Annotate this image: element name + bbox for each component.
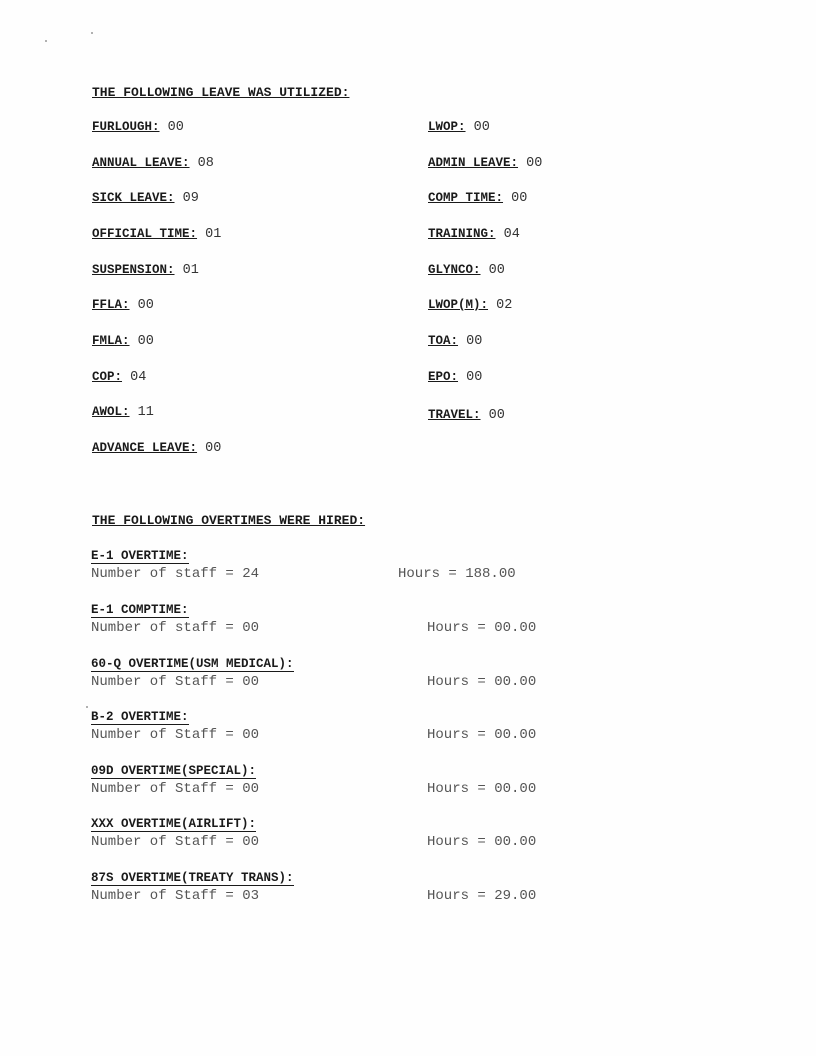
scan-speck <box>86 706 88 708</box>
leave-value: 00 <box>137 334 154 349</box>
leave-label: TRAVEL: <box>428 408 481 422</box>
leave-label: COMP TIME: <box>428 191 504 205</box>
overtime-item-title: E-1 COMPTIME: <box>91 603 189 617</box>
leave-label: FURLOUGH: <box>92 120 160 134</box>
scan-speck <box>91 32 93 34</box>
leave-item-training <box>428 227 520 242</box>
leave-value: 02 <box>496 298 513 313</box>
leave-value: 00 <box>511 191 528 206</box>
leave-item-travel <box>428 408 505 423</box>
overtime-staff-count: Number of staff = 24 <box>91 566 260 582</box>
overtime-hours: Hours = 00.00 <box>427 834 537 850</box>
leave-value: 00 <box>488 263 505 278</box>
overtime-staff-count: Number of Staff = 00 <box>91 674 260 690</box>
overtime-staff-count: Number of Staff = 00 <box>91 727 260 743</box>
overtime-hours: Hours = 188.00 <box>398 566 516 582</box>
leave-value: 09 <box>182 191 199 206</box>
scan-speck <box>45 40 47 42</box>
leave-value: 00 <box>167 120 184 135</box>
leave-value: 01 <box>205 227 222 242</box>
overtime-hours: Hours = 00.00 <box>427 727 537 743</box>
leave-item-cop <box>92 370 146 385</box>
leave-value: 00 <box>137 298 154 313</box>
leave-value: 00 <box>488 408 505 423</box>
leave-label: TOA: <box>428 334 459 348</box>
leave-label: LWOP: <box>428 120 466 134</box>
leave-item-furlough <box>92 120 184 135</box>
leave-value: 08 <box>197 156 214 171</box>
leave-label: FFLA: <box>92 298 130 312</box>
overtime-item-title: 60-Q OVERTIME(USM MEDICAL): <box>91 657 294 671</box>
leave-item-glynco <box>428 263 505 278</box>
overtime-item-title: E-1 OVERTIME: <box>91 549 189 563</box>
overtime-hours: Hours = 00.00 <box>427 781 537 797</box>
leave-value: 00 <box>473 120 490 135</box>
leave-item-fmla <box>92 334 154 349</box>
leave-section-title: THE FOLLOWING LEAVE WAS UTILIZED: <box>92 85 350 100</box>
leave-item-awol <box>92 405 154 420</box>
overtime-staff-count: Number of Staff = 03 <box>91 888 260 904</box>
leave-item-annual-leave <box>92 156 214 171</box>
leave-item-advance-leave <box>92 441 221 456</box>
overtime-item-title: B-2 OVERTIME: <box>91 710 189 724</box>
overtime-item-title: 09D OVERTIME(SPECIAL): <box>91 764 257 778</box>
leave-item-suspension <box>92 263 199 278</box>
leave-item-admin-leave <box>428 156 542 171</box>
leave-value: 04 <box>503 227 520 242</box>
leave-label: OFFICIAL TIME: <box>92 227 198 241</box>
leave-label: TRAINING: <box>428 227 496 241</box>
leave-label: COP: <box>92 370 123 384</box>
leave-label: SICK LEAVE: <box>92 191 175 205</box>
leave-value: 00 <box>466 370 483 385</box>
overtime-staff-count: Number of Staff = 00 <box>91 834 260 850</box>
leave-value: 00 <box>466 334 483 349</box>
overtime-hours: Hours = 00.00 <box>427 620 537 636</box>
overtime-item-title: XXX OVERTIME(AIRLIFT): <box>91 817 257 831</box>
leave-label: SUSPENSION: <box>92 263 175 277</box>
leave-item-toa <box>428 334 482 349</box>
leave-label: FMLA: <box>92 334 130 348</box>
leave-label: ADMIN LEAVE: <box>428 156 519 170</box>
overtime-hours: Hours = 29.00 <box>427 888 537 904</box>
leave-label: ANNUAL LEAVE: <box>92 156 190 170</box>
overtime-hours: Hours = 00.00 <box>427 674 537 690</box>
leave-label: AWOL: <box>92 405 130 419</box>
overtime-staff-count: Number of staff = 00 <box>91 620 260 636</box>
leave-item-official-time <box>92 227 221 242</box>
leave-label: GLYNCO: <box>428 263 481 277</box>
leave-label: LWOP(M): <box>428 298 489 312</box>
leave-value: 11 <box>137 405 154 420</box>
leave-value: 00 <box>205 441 222 456</box>
leave-item-sick-leave <box>92 191 199 206</box>
leave-item-ffla <box>92 298 154 313</box>
leave-item-epo <box>428 370 482 385</box>
leave-value: 04 <box>130 370 147 385</box>
overtime-staff-count: Number of Staff = 00 <box>91 781 260 797</box>
leave-label: EPO: <box>428 370 459 384</box>
leave-label: ADVANCE LEAVE: <box>92 441 198 455</box>
leave-item-lwop-m <box>428 298 512 313</box>
leave-item-comp-time <box>428 191 527 206</box>
leave-item-lwop <box>428 120 490 135</box>
overtime-section-title: THE FOLLOWING OVERTIMES WERE HIRED: <box>92 513 366 528</box>
leave-value: 00 <box>526 156 543 171</box>
leave-value: 01 <box>182 263 199 278</box>
overtime-item-title: 87S OVERTIME(TREATY TRANS): <box>91 871 294 885</box>
